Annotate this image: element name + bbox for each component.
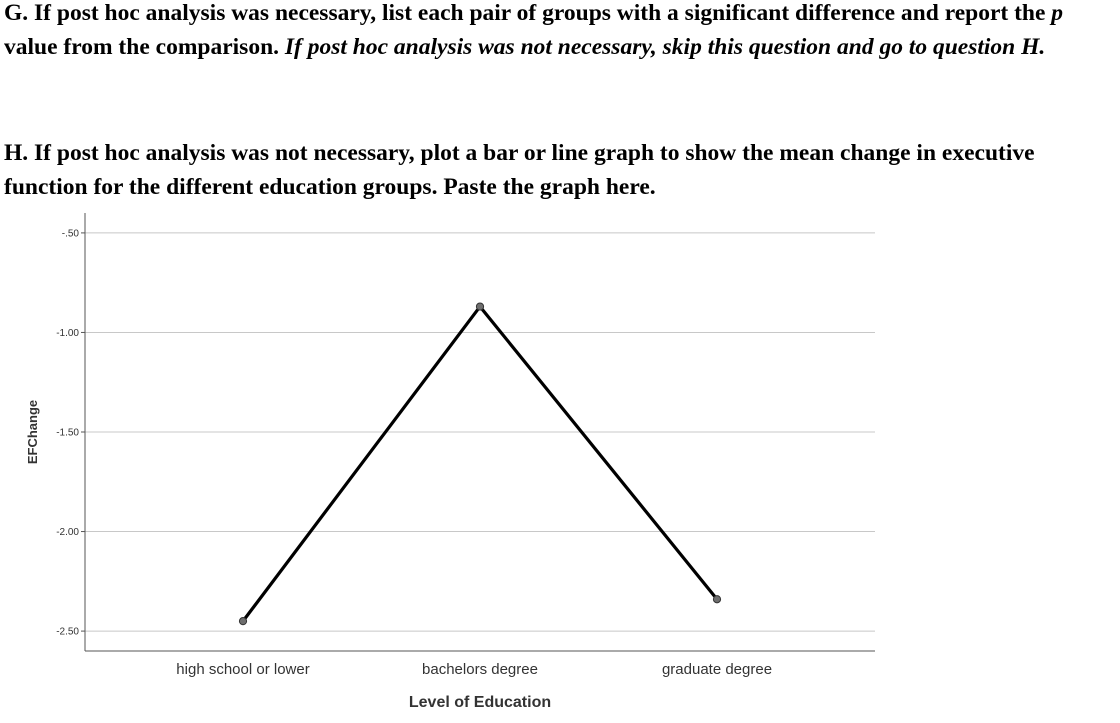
y-tick-labels [56,228,85,637]
series-line [243,307,717,622]
y-tick-label: -.50 [61,228,79,240]
x-tick-label: high school or lower [176,661,310,678]
question-g-text-2: value from the comparison. [4,34,285,60]
question-g-italic-instruction: If post hoc analysis was not necessary, skip this question and go to question H. [284,34,1046,60]
x-axis-label: Level of Education [408,694,552,711]
question-h: H. If post hoc analysis was not necessary, plot a bar or line graph to show the mean change in executive function for the different education groups. Paste the graph here. [4,140,1035,200]
y-tick-label: -2.00 [56,527,79,539]
x-tick-label: graduate degree [661,661,773,678]
question-g-text-1: G. If post hoc analysis was necessary, list each pair of groups with a significant difference and report the [4,0,1052,26]
data-point [713,596,720,603]
question-g [4,0,1114,64]
y-tick-label: -2.50 [56,626,79,638]
y-tick-label: -1.50 [56,427,79,439]
y-tick-label: -1.00 [56,327,79,339]
gridlines [85,233,875,631]
y-axis-label: EFChange [25,399,40,465]
line-chart-svg [0,210,1120,723]
question-g-p-italic: p [1051,0,1064,26]
series-efchange [239,303,720,625]
line-chart [0,210,1120,723]
data-point [476,303,483,310]
x-tick-labels [176,661,772,678]
data-point [239,618,246,625]
x-tick-label: bachelors degree [422,661,538,678]
